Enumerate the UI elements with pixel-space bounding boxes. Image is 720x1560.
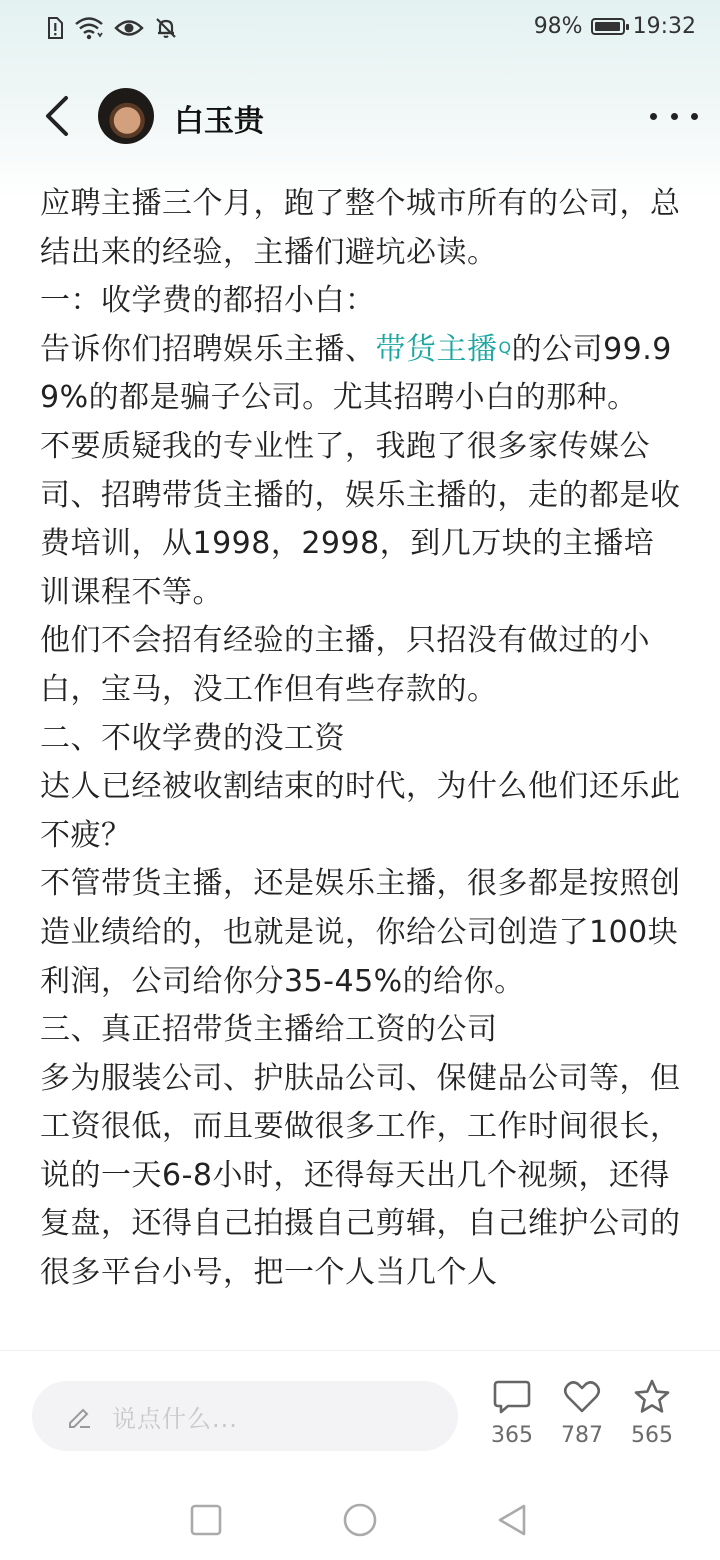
eye-icon [114, 17, 144, 39]
author-avatar[interactable] [98, 88, 154, 144]
battery-level [595, 22, 620, 31]
heart-icon [562, 1379, 602, 1415]
favorite-button[interactable] [622, 1379, 682, 1448]
paragraph: 二、不收学费的没工资 [40, 720, 345, 756]
battery-icon [591, 18, 625, 35]
comment-input[interactable] [32, 1381, 458, 1451]
status-icons-right [534, 14, 696, 39]
paragraph: 告诉你们招聘娱乐主播、带货主播$^Q$的公司99.99%的都是骗子公司。尤其招聘小白的那种。 [40, 331, 672, 416]
paragraph: 应聘主播三个月，跑了整个城市所有的公司，总结出来的经验，主播们避坑必读。 [40, 186, 681, 270]
comment-count: 365 [491, 1423, 533, 1448]
comment-button[interactable] [482, 1379, 542, 1448]
sim-alert-icon [46, 16, 64, 40]
recent-apps-icon[interactable] [188, 1502, 224, 1538]
like-count: 787 [561, 1423, 603, 1448]
search-icon: Q [498, 337, 512, 357]
comment-icon [492, 1379, 532, 1415]
like-button[interactable] [552, 1379, 612, 1448]
mute-icon [154, 16, 178, 40]
paragraph: 三、真正招带货主播给工资的公司 [40, 1012, 498, 1048]
hashtag-link[interactable]: 带货主播$^Q$ [375, 331, 512, 367]
back-triangle-icon[interactable] [494, 1502, 530, 1538]
paragraph: 多为服装公司、护肤品公司、保健品公司等，但工资很低，而且要做很多工作，工作时间很长，说的一天6-8小时，还得每天出几个视频，还得复盘，还得自己拍摄自己剪辑，自己维护公司的很多平台小号，把一个人当几个人 [40, 1060, 681, 1291]
pencil-icon [66, 1403, 92, 1429]
paragraph: 不要质疑我的专业性了，我跑了很多家传媒公司、招聘带货主播的，娱乐主播的，走的都是收费培训，从1998，2998，到几万块的主播培训课程不等。 [40, 428, 681, 610]
author-name[interactable]: 白玉贵 [174, 104, 264, 139]
action-bar [0, 1350, 720, 1481]
star-icon [632, 1379, 672, 1415]
clock: 19:32 [632, 14, 696, 39]
system-nav-bar [0, 1480, 720, 1560]
more-options-icon[interactable] [650, 104, 698, 128]
paragraph: 一：收学费的都招小白： [40, 283, 376, 319]
back-arrow-icon[interactable] [38, 92, 78, 140]
post-body [40, 180, 684, 1348]
status-icons-left [46, 16, 178, 40]
status-bar [0, 0, 720, 60]
home-icon[interactable] [342, 1502, 378, 1538]
favorite-count: 565 [631, 1423, 673, 1448]
wifi-icon [74, 16, 104, 40]
paragraph: 达人已经被收割结束的时代，为什么他们还乐此不疲？ [40, 769, 681, 853]
post-header [0, 80, 720, 152]
battery-percent: 98% [533, 14, 583, 39]
paragraph: 不管带货主播，还是娱乐主播，很多都是按照创造业绩给的，也就是说，你给公司创造了100块利润，公司给你分35-45%的给你。 [40, 866, 681, 999]
comment-placeholder: 说点什么... [112, 1405, 238, 1433]
paragraph: 他们不会招有经验的主播，只招没有做过的小白，宝马，没工作但有些存款的。 [40, 623, 650, 707]
